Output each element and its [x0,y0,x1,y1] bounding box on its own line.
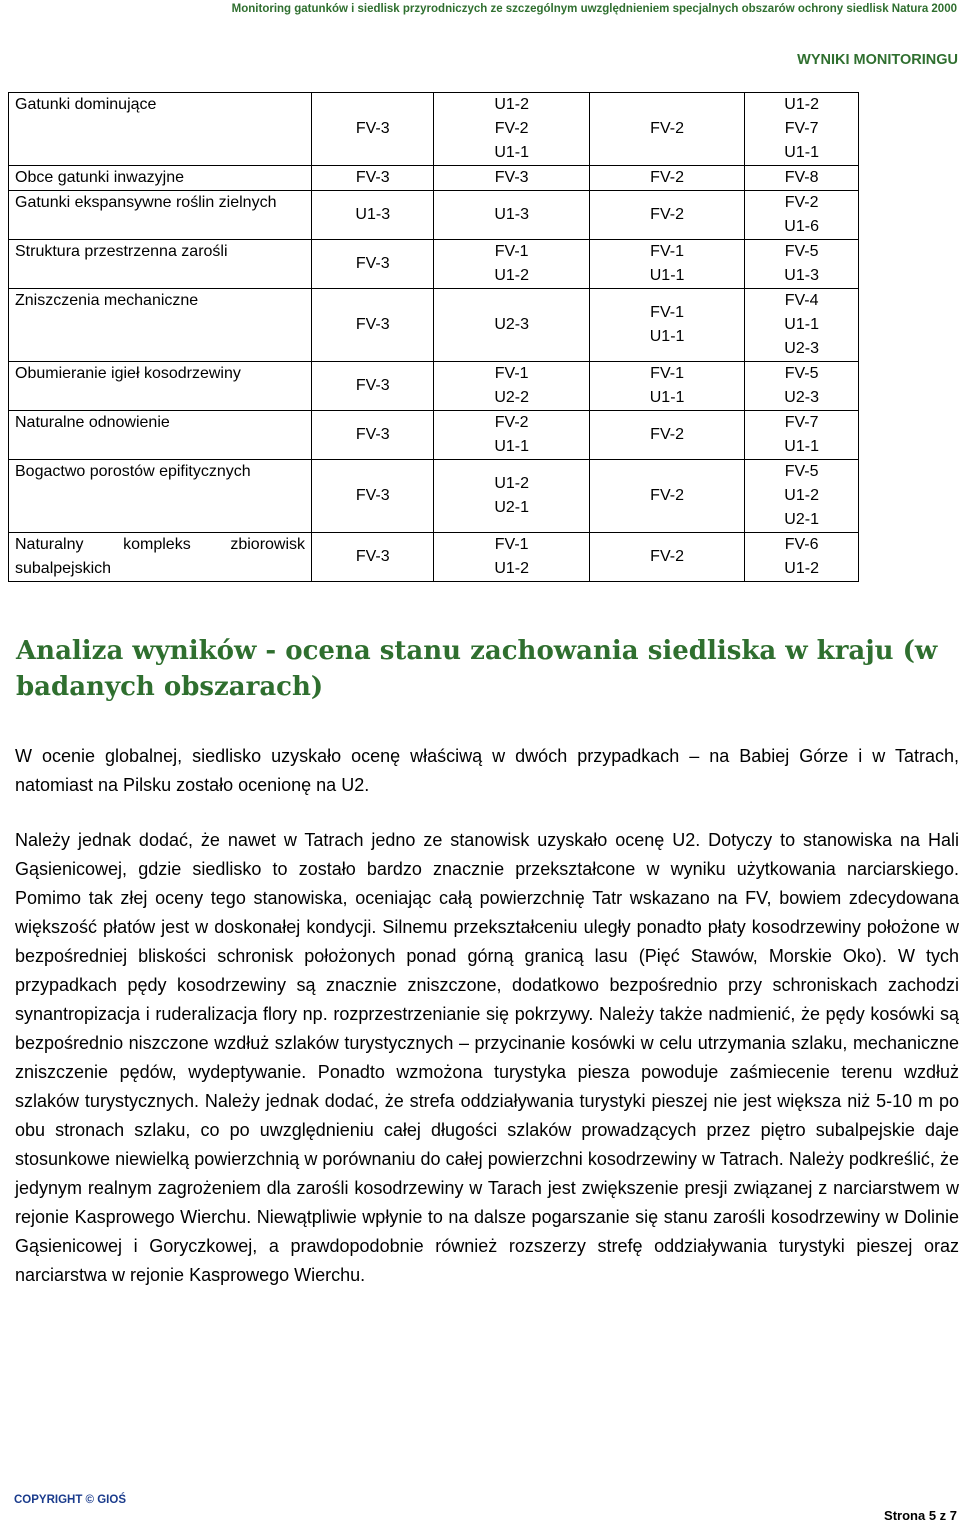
table-row [9,289,859,362]
results-table [8,92,859,582]
score-cell: FV-2 [589,191,744,240]
score-cell: U1-2 FV-2 U1-1 [434,93,589,166]
analysis-heading: Analiza wyników - ocena stanu zachowania siedliska w kraju (w badanych obszarach) [16,636,938,702]
score-cell: U1-2 FV-7 U1-1 [745,93,859,166]
score-cell: FV-1 U1-1 [589,362,744,411]
score-cell: FV-7 U1-1 [745,411,859,460]
table-row [9,460,859,533]
score-cell: U2-3 [434,289,589,362]
table-row [9,166,859,191]
indicator-cell: Struktura przestrzenna zarośli [9,240,312,289]
document-header-title: Monitoring gatunków i siedlisk przyrodniczych ze szczególnym uwzględnieniem specjalnych obszarów ochrony siedlisk Natura 2000 [231,3,957,15]
score-cell: FV-3 [312,460,434,533]
indicator-cell: Obce gatunki inwazyjne [9,166,312,191]
analysis-body [15,742,959,1316]
score-cell: FV-1 U1-1 [589,289,744,362]
indicator-cell: Gatunki dominujące [9,93,312,166]
score-cell: FV-1 U1-2 [434,533,589,582]
score-cell: FV-2 [589,166,744,191]
indicator-cell: Naturalny kompleks zbiorowisk subalpejskich [9,533,312,582]
score-cell: FV-1 U1-1 [589,240,744,289]
table-row [9,411,859,460]
score-cell: FV-5 U1-3 [745,240,859,289]
indicator-cell: Bogactwo porostów epifitycznych [9,460,312,533]
score-cell: FV-8 [745,166,859,191]
score-cell: FV-3 [312,166,434,191]
table-row [9,240,859,289]
score-cell: FV-4 U1-1 U2-3 [745,289,859,362]
score-cell: FV-2 [589,93,744,166]
table-row [9,533,859,582]
table-row [9,191,859,240]
score-cell: FV-3 [312,289,434,362]
score-cell: FV-2 U1-6 [745,191,859,240]
score-cell: FV-5 U2-3 [745,362,859,411]
score-cell: FV-2 U1-1 [434,411,589,460]
score-cell: U1-3 [434,191,589,240]
score-cell: FV-2 [589,411,744,460]
score-cell: FV-2 [589,533,744,582]
score-cell: FV-3 [312,240,434,289]
page-number: Strona 5 z 7 [884,1508,957,1523]
score-cell: FV-3 [312,533,434,582]
indicator-cell: Zniszczenia mechaniczne [9,289,312,362]
score-cell: FV-1 U2-2 [434,362,589,411]
score-cell: FV-2 [589,460,744,533]
score-cell: FV-1 U1-2 [434,240,589,289]
score-cell: FV-3 [312,411,434,460]
copyright-notice: COPYRIGHT © GIOŚ [14,1494,126,1506]
score-cell: FV-5 U1-2 U2-1 [745,460,859,533]
score-cell: FV-6 U1-2 [745,533,859,582]
score-cell: U1-2 U2-1 [434,460,589,533]
indicator-cell: Naturalne odnowienie [9,411,312,460]
score-cell: U1-3 [312,191,434,240]
results-table-body [9,93,859,582]
paragraph: W ocenie globalnej, siedlisko uzyskało ocenę właściwą w dwóch przypadkach – na Babiej Górze i w Tatrach, natomiast na Pilsku zostało ocenionę na U2. [15,746,959,795]
indicator-cell: Obumieranie igieł kosodrzewiny [9,362,312,411]
table-row [9,362,859,411]
paragraph: Należy jednak dodać, że nawet w Tatrach jedno ze stanowisk uzyskało ocenę U2. Dotyczy to stanowiska na Hali Gąsienicowej, gdzie siedlisko to zostało bardzo znacznie przekształcone w wyniku użytkowania narciarskiego. Pomimo tak złej oceny tego stanowiska, oceniając całą powierzchnię Tatr wskazano na FV, bowiem zdecydowana większość płatów jest w doskonałej kondycji. Silnemu przekształceniu uległy ponadto płaty kosodrzewiny położone w bezpośredniej bliskości schronisk położonych ponad górną granicą lasu (Pięć Stawów, Morskie Oko). W tych przypadkach pędy kosodrzewiny są znacznie zniszczone, dodatkowo bezpośrednio przy schroniskach zachodzi synantropizacja i ruderalizacja flory np. rozprzestrzenianie się pokrzywy. Należy także nadmienić, że pędy kosówki są bezpośrednio niszczone wzdłuż szlaków turystycznych – przycinanie kosówki w celu utrzymania szlaku, mechaniczne zniszczenie pędów, wydeptywanie. Ponadto wzmożona turystyka piesza powoduje zaśmiecenie terenu wzdłuż szlaków turystycznych. Należy jednak dodać, że strefa oddziaływania turystyki pieszej nie jest większa niż 5-10 m po obu stronach szlaku, co po uwzględnieniu całej długości szlaków prowadzących przez piętro subalpejskie daje stosunkowe niewielką powierzchnią w porównaniu do całej powierzchni kosodrzewiny w Tatrach. Należy podkreślić, że jedynym realnym zagrożeniem dla zarośli kosodrzewiny w Tarach jest zwiększenie presji związanej z narciarstwem w rejonie Kasprowego Wierchu. Niewątpliwie wpłynie to na dalsze pogarszanie się stanu zarośli kosodrzewiny w Dolinie Gąsienicowej i Goryczkowej, a prawdopodobnie również rozszerzy strefę oddziaływania turystyki pieszej oraz narciarstwa w rejonie Kasprowego Wierchu. [15,830,959,1285]
score-cell: FV-3 [434,166,589,191]
table-row [9,93,859,166]
score-cell: FV-3 [312,362,434,411]
score-cell: FV-3 [312,93,434,166]
indicator-cell: Gatunki ekspansywne roślin zielnych [9,191,312,240]
section-label: WYNIKI MONITORINGU [797,52,958,68]
